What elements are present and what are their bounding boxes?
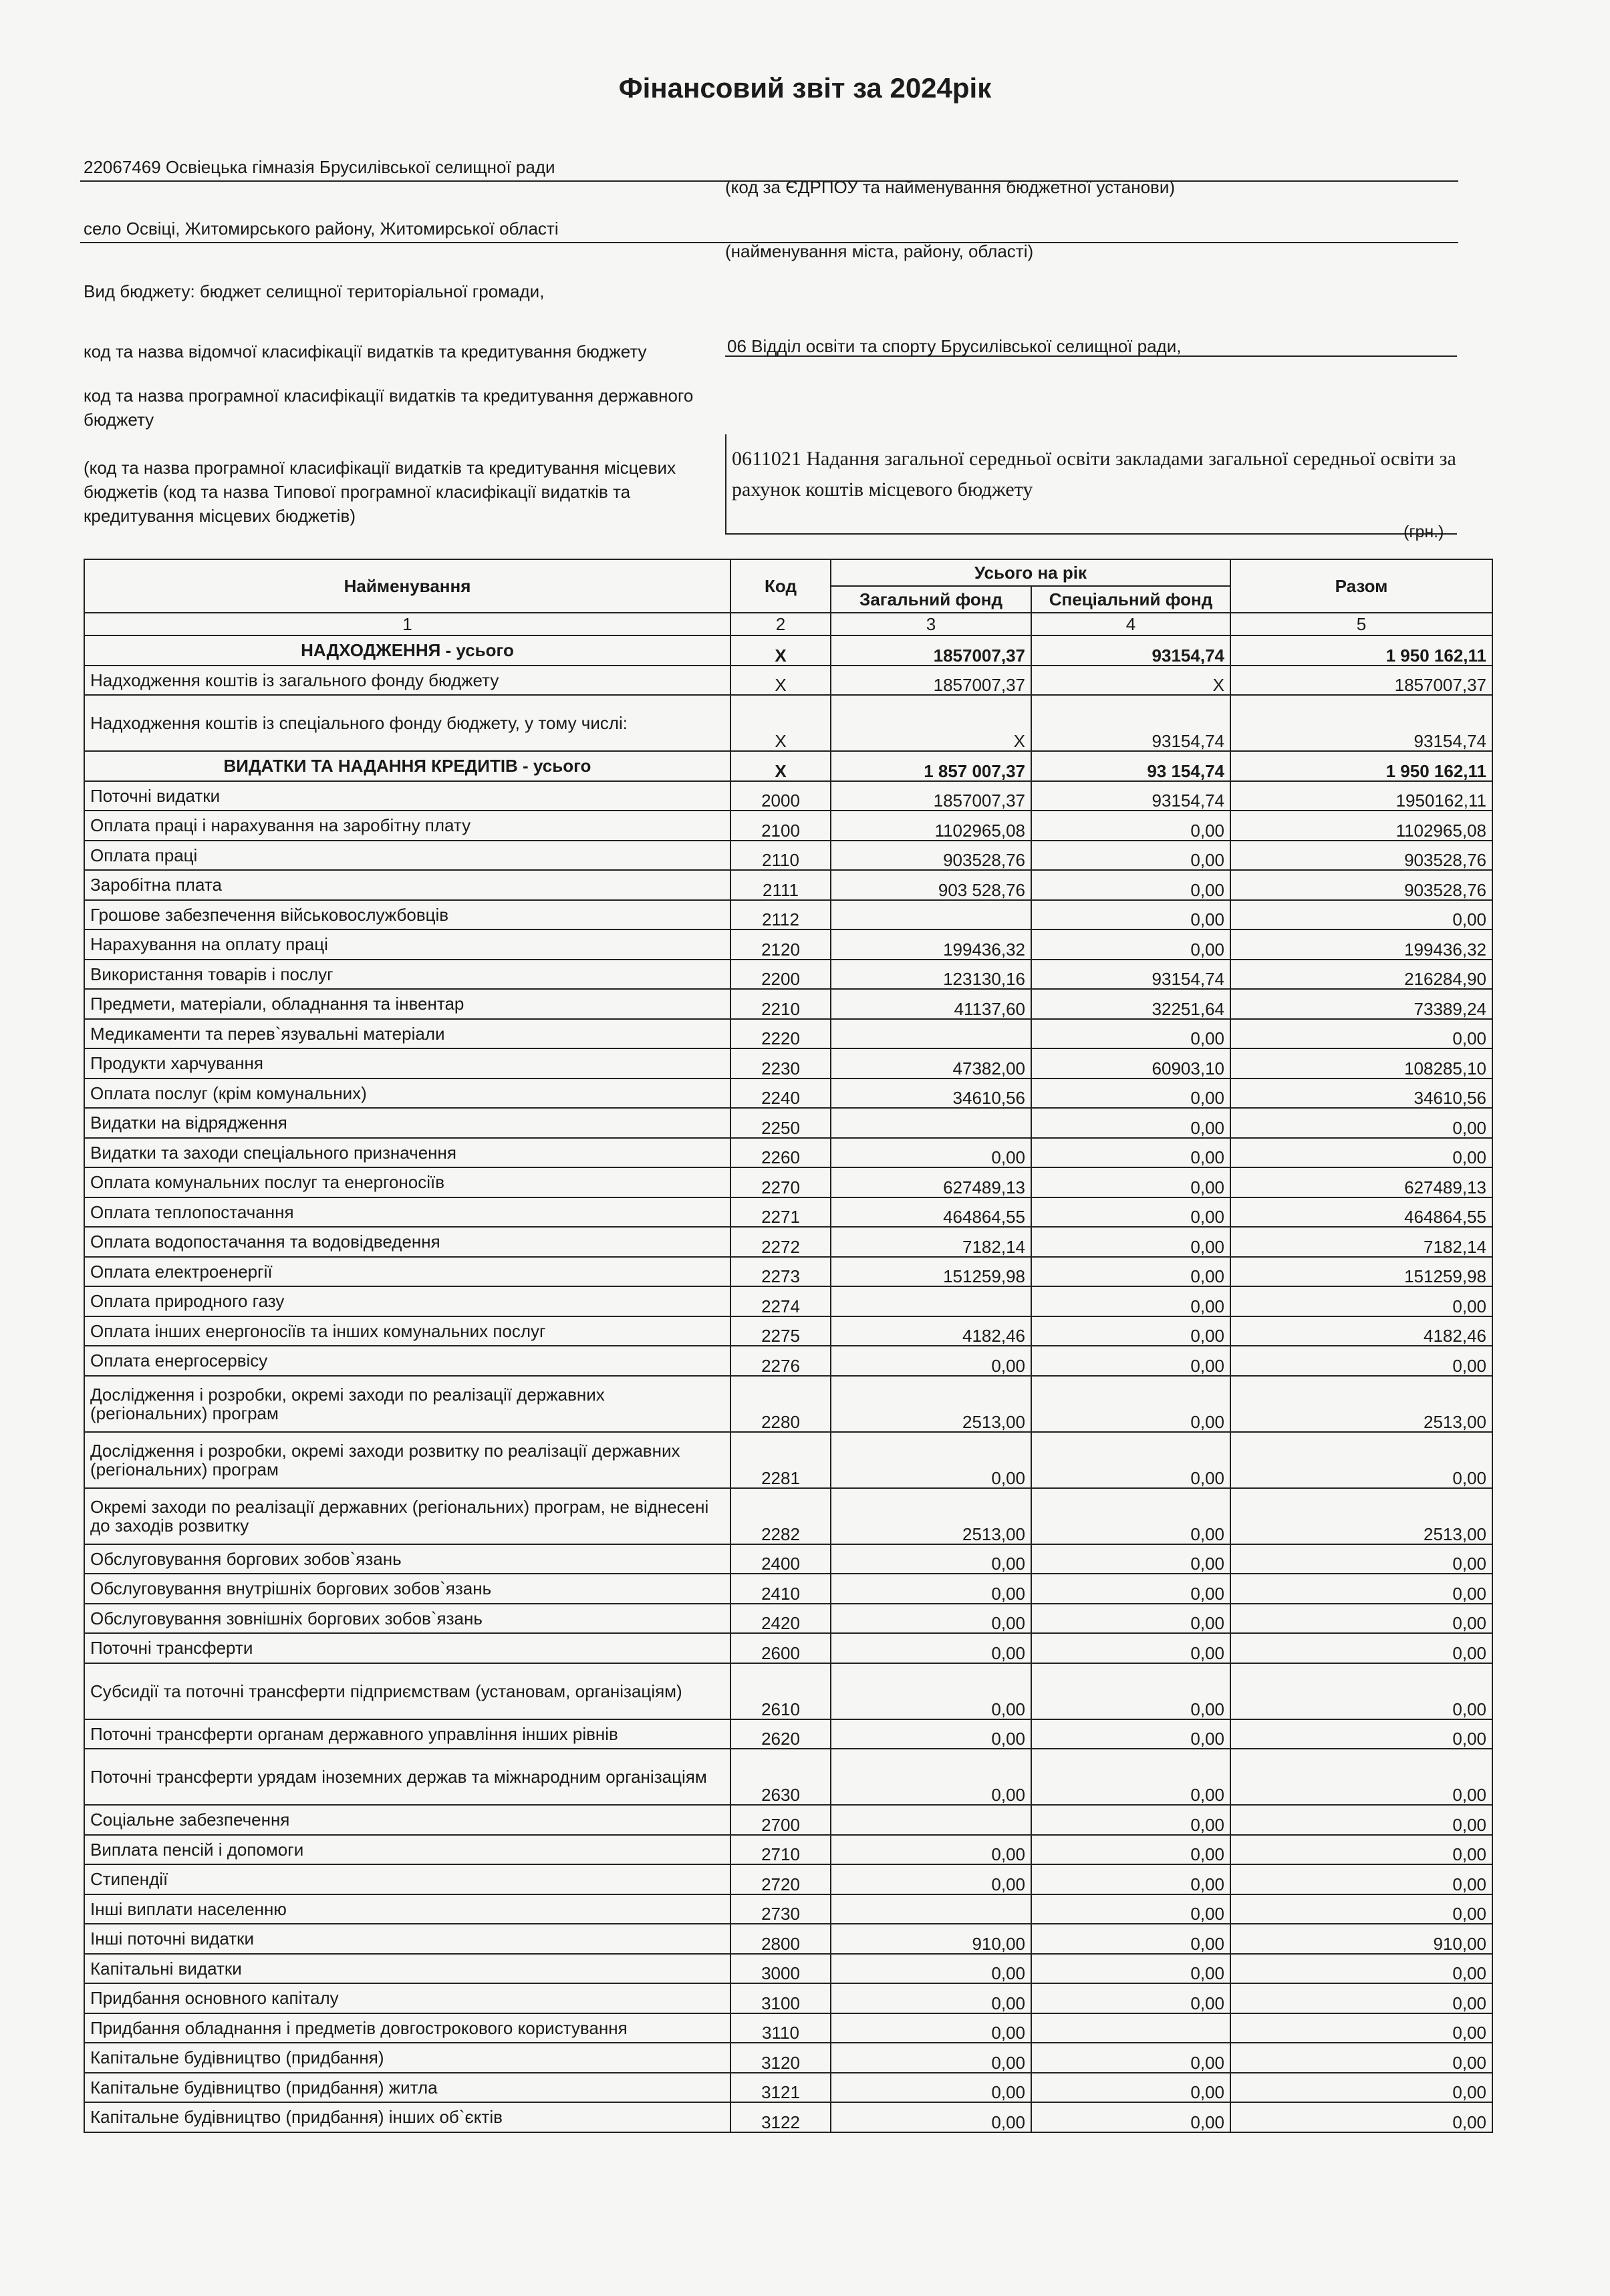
cell-special: 60903,10 [1031,1048,1230,1079]
cell-total: 0,00 [1230,1983,1492,2013]
cell-general: 903 528,76 [831,870,1031,900]
table-row [84,1924,1492,1954]
cell-code: 2730 [730,1894,831,1924]
table-row [84,1604,1492,1634]
cell-name: Поточні трансферти урядам іноземних держав та міжнародним організаціям [84,1749,730,1805]
cell-general: 464864,55 [831,1197,1031,1228]
cell-total: 4182,46 [1230,1316,1492,1346]
cell-total: 199436,32 [1230,929,1492,960]
cell-code: 2710 [730,1835,831,1865]
cell-name: Оплата праці [84,841,730,871]
table-row [84,1286,1492,1316]
table-row [84,2073,1492,2103]
cell-general: 41137,60 [831,989,1031,1019]
cell-special: 0,00 [1031,1663,1230,1719]
cell-total: 93154,74 [1230,695,1492,751]
cell-code: 2272 [730,1227,831,1257]
cell-total: 0,00 [1230,1019,1492,1049]
cell-code: 2400 [730,1544,831,1574]
table-row [84,1227,1492,1257]
col-name-header: Найменування [84,559,730,613]
cell-general: 47382,00 [831,1048,1031,1079]
cell-special: 0,00 [1031,1432,1230,1488]
cell-code: Х [730,635,831,666]
cell-general: 34610,56 [831,1079,1031,1109]
cell-general: 1102965,08 [831,811,1031,841]
col-number-5: 5 [1230,613,1492,635]
table-row [84,870,1492,900]
cell-general: 4182,46 [831,1316,1031,1346]
cell-special: 0,00 [1031,1286,1230,1316]
cell-code: 2210 [730,989,831,1019]
cell-code: 2610 [730,1663,831,1719]
cell-code: Х [730,751,831,781]
cell-general [831,1108,1031,1138]
cell-total: 0,00 [1230,1432,1492,1488]
cell-special: 0,00 [1031,2073,1230,2103]
cell-special: 0,00 [1031,1805,1230,1835]
cell-special: 0,00 [1031,1749,1230,1805]
cell-special: 0,00 [1031,1488,1230,1544]
cell-name: Грошове забезпечення військовослужбовців [84,900,730,930]
col-total-header: Разом [1230,559,1492,613]
cell-name: Поточні трансферти органам державного управління інших рівнів [84,1719,730,1749]
cell-code: 3100 [730,1983,831,2013]
table-row [84,1633,1492,1663]
cell-special: 93154,74 [1031,960,1230,990]
table-row [84,1138,1492,1168]
table-row [84,811,1492,841]
institution-name: 22067469 Освіецька гімназія Брусилівської селищної ради [84,157,555,177]
cell-special: 0,00 [1031,1983,1230,2013]
table-row [84,1432,1492,1488]
cell-name: Оплата теплопостачання [84,1197,730,1228]
cell-general: 0,00 [831,1574,1031,1604]
cell-name: НАДХОДЖЕННЯ - усього [84,635,730,666]
cell-general: 2513,00 [831,1488,1031,1544]
cell-code: 2280 [730,1376,831,1432]
cell-name: Обслуговування боргових зобов`язань [84,1544,730,1574]
cell-name: Оплата послуг (крім комунальних) [84,1079,730,1109]
cell-special: 0,00 [1031,870,1230,900]
cell-name: Дослідження і розробки, окремі заходи по реалізації державних (регіональних) програм [84,1376,730,1432]
table-row [84,1894,1492,1924]
table-row [84,2043,1492,2073]
table-row [84,781,1492,811]
table-row [84,1954,1492,1984]
cell-code: 2274 [730,1286,831,1316]
finance-table [84,559,1493,2133]
location-caption: (найменування міста, району, області) [725,241,1034,261]
cell-special: 32251,64 [1031,989,1230,1019]
cell-special: 0,00 [1031,1544,1230,1574]
table-row [84,841,1492,871]
cell-general: 1857007,37 [831,666,1031,696]
col-number-4: 4 [1031,613,1230,635]
cell-code: 2271 [730,1197,831,1228]
cell-total: 216284,90 [1230,960,1492,990]
table-row [84,1983,1492,2013]
cell-total: 2513,00 [1230,1376,1492,1432]
cell-special: 0,00 [1031,1257,1230,1287]
cell-name: Оплата електроенергії [84,1257,730,1287]
cell-code: 2273 [730,1257,831,1287]
cell-name: Оплата водопостачання та водовідведення [84,1227,730,1257]
table-row [84,1197,1492,1228]
cell-total: 0,00 [1230,1894,1492,1924]
cell-total: 0,00 [1230,1835,1492,1865]
dept-classification-label: код та назва відомчої класифікації видатків та кредитування бюджету [84,341,647,362]
table-row [84,1663,1492,1719]
cell-total: 0,00 [1230,1108,1492,1138]
cell-total: 0,00 [1230,1864,1492,1894]
cell-code: 2282 [730,1488,831,1544]
location-name: село Освіці, Житомирського району, Житомирської області [84,219,559,239]
cell-special: 0,00 [1031,929,1230,960]
table-body [84,635,1492,2132]
cell-name: Придбання основного капіталу [84,1983,730,2013]
table-row [84,1079,1492,1109]
cell-general: Х [831,695,1031,751]
cell-total: 0,00 [1230,1749,1492,1805]
cell-name: Дослідження і розробки, окремі заходи розвитку по реалізації державних (регіональних) програм [84,1432,730,1488]
cell-special: 0,00 [1031,1924,1230,1954]
cell-total: 0,00 [1230,1346,1492,1376]
cell-total: 1 950 162,11 [1230,635,1492,666]
cell-general: 0,00 [831,1432,1031,1488]
cell-special: 0,00 [1031,1197,1230,1228]
cell-name: Оплата комунальних послуг та енергоносіїв [84,1167,730,1197]
table-row [84,989,1492,1019]
cell-name: Видатки на відрядження [84,1108,730,1138]
cell-name: Видатки та заходи спеціального призначення [84,1138,730,1168]
cell-general: 199436,32 [831,929,1031,960]
table-row [84,635,1492,666]
table-row [84,1864,1492,1894]
cell-special: 0,00 [1031,841,1230,871]
cell-code: 3000 [730,1954,831,1984]
cell-code: 2110 [730,841,831,871]
cell-special: 93154,74 [1031,635,1230,666]
cell-name: Оплата енергосервісу [84,1346,730,1376]
cell-general [831,1805,1031,1835]
cell-general: 0,00 [831,1954,1031,1984]
cell-name: Заробітна плата [84,870,730,900]
cell-general: 0,00 [831,1633,1031,1663]
table-row [84,1749,1492,1805]
cell-name: ВИДАТКИ ТА НАДАННЯ КРЕДИТІВ - усього [84,751,730,781]
cell-special: 0,00 [1031,1108,1230,1138]
cell-total: 0,00 [1230,2043,1492,2073]
institution-caption: (код за ЄДРПОУ та найменування бюджетної установи) [725,177,1176,197]
cell-total: 0,00 [1230,1544,1492,1574]
table-row [84,2013,1492,2043]
cell-code: 2800 [730,1924,831,1954]
cell-total: 1102965,08 [1230,811,1492,841]
col-number-1: 1 [84,613,730,635]
cell-name: Капітальне будівництво (придбання) житла [84,2073,730,2103]
program-value: 0611021 Надання загальної середньої освіти закладами загальної середньої освіти за рахунок коштів місцевого бюджету [725,434,1457,535]
table-row [84,1108,1492,1138]
cell-general: 0,00 [831,1663,1031,1719]
cell-code: 2230 [730,1048,831,1079]
cell-special: 0,00 [1031,1719,1230,1749]
cell-name: Стипендії [84,1864,730,1894]
table-row [84,929,1492,960]
cell-code: 2240 [730,1079,831,1109]
cell-name: Інші поточні видатки [84,1924,730,1954]
table-row [84,1574,1492,1604]
cell-code: 3122 [730,2102,831,2132]
cell-special: 93154,74 [1031,695,1230,751]
table-row [84,1544,1492,1574]
col-code-header: Код [730,559,831,613]
cell-code: 3120 [730,2043,831,2073]
table-row [84,1257,1492,1287]
cell-code: 2260 [730,1138,831,1168]
dept-classification-value: 06 Відділ освіти та спорту Брусилівської селищної ради, [727,336,1182,356]
cell-general [831,1019,1031,1049]
cell-total: 0,00 [1230,900,1492,930]
cell-code: 2420 [730,1604,831,1634]
dept-underline [725,355,1457,357]
cell-code: Х [730,666,831,696]
cell-total: 1 950 162,11 [1230,751,1492,781]
cell-special: 0,00 [1031,1864,1230,1894]
cell-code: 2220 [730,1019,831,1049]
cell-name: Нарахування на оплату праці [84,929,730,960]
cell-code: 2112 [730,900,831,930]
cell-general: 0,00 [831,1346,1031,1376]
col-special-header: Спеціальний фонд [1031,586,1230,613]
cell-special: 0,00 [1031,2043,1230,2073]
cell-total: 0,00 [1230,2013,1492,2043]
cell-name: Капітальні видатки [84,1954,730,1984]
col-number-3: 3 [831,613,1031,635]
cell-general: 903528,76 [831,841,1031,871]
cell-special: 0,00 [1031,1316,1230,1346]
cell-special: 0,00 [1031,1835,1230,1865]
cell-special [1031,2013,1230,2043]
table-row [84,900,1492,930]
cell-general [831,1286,1031,1316]
cell-special: 0,00 [1031,1019,1230,1049]
cell-name: Обслуговування зовнішніх боргових зобов`язань [84,1604,730,1634]
table-row [84,666,1492,696]
table-row [84,1805,1492,1835]
table-row [84,1488,1492,1544]
cell-code: 2200 [730,960,831,990]
cell-total: 0,00 [1230,1719,1492,1749]
cell-code: 2700 [730,1805,831,1835]
cell-name: Виплата пенсій і допомоги [84,1835,730,1865]
cell-name: Оплата праці і нарахування на заробітну плату [84,811,730,841]
local-program-classification-label: (код та назва програмної класифікації видатків та кредитування місцевих бюджетів (код та назва Типової програмної класифікації видатків та кредитування місцевих бюджетів) [84,458,676,526]
cell-code: 2276 [730,1346,831,1376]
cell-special: 0,00 [1031,900,1230,930]
cell-special: 0,00 [1031,1894,1230,1924]
col-year-header: Усього на рік [831,559,1230,586]
cell-special: 0,00 [1031,1079,1230,1109]
cell-total: 0,00 [1230,1574,1492,1604]
cell-total: 0,00 [1230,1604,1492,1634]
cell-general [831,900,1031,930]
cell-total: 34610,56 [1230,1079,1492,1109]
table-row [84,1346,1492,1376]
cell-name: Продукти харчування [84,1048,730,1079]
table-row [84,1835,1492,1865]
cell-code: Х [730,695,831,751]
cell-special: 93154,74 [1031,781,1230,811]
cell-code: 2111 [730,870,831,900]
cell-code: 2275 [730,1316,831,1346]
cell-name: Надходження коштів із загального фонду бюджету [84,666,730,696]
cell-code: 2100 [730,811,831,841]
cell-total: 151259,98 [1230,1257,1492,1287]
table-row [84,1316,1492,1346]
cell-general [831,1894,1031,1924]
col-general-header: Загальний фонд [831,586,1031,613]
unit-label: (грн.) [1403,523,1444,541]
cell-total: 903528,76 [1230,841,1492,871]
cell-general: 123130,16 [831,960,1031,990]
cell-code: 2120 [730,929,831,960]
cell-name: Інші виплати населенню [84,1894,730,1924]
cell-code: 2250 [730,1108,831,1138]
cell-code: 2000 [730,781,831,811]
cell-name: Капітальне будівництво (придбання) [84,2043,730,2073]
table-row [84,1376,1492,1432]
cell-general: 1857007,37 [831,781,1031,811]
cell-code: 2270 [730,1167,831,1197]
page-title: Фінансовий звіт за 2024рік [618,72,992,104]
cell-general: 0,00 [831,2073,1031,2103]
cell-special: 93 154,74 [1031,751,1230,781]
table-row [84,960,1492,990]
cell-name: Використання товарів і послуг [84,960,730,990]
cell-name: Оплата інших енергоносіїв та інших комунальних послуг [84,1316,730,1346]
cell-total: 0,00 [1230,1954,1492,1984]
cell-name: Соціальне забезпечення [84,1805,730,1835]
cell-general: 0,00 [831,1749,1031,1805]
cell-total: 464864,55 [1230,1197,1492,1228]
cell-special: 0,00 [1031,1633,1230,1663]
cell-code: 2410 [730,1574,831,1604]
cell-general: 7182,14 [831,1227,1031,1257]
cell-general: 0,00 [831,1835,1031,1865]
cell-general: 0,00 [831,1604,1031,1634]
cell-code: 2720 [730,1864,831,1894]
cell-name: Надходження коштів із спеціального фонду бюджету, у тому числі: [84,695,730,751]
cell-special: 0,00 [1031,1954,1230,1984]
cell-total: 73389,24 [1230,989,1492,1019]
cell-name: Оплата природного газу [84,1286,730,1316]
cell-total: 0,00 [1230,1633,1492,1663]
table-row [84,1048,1492,1079]
cell-code: 2630 [730,1749,831,1805]
cell-total: 0,00 [1230,2073,1492,2103]
cell-code: 3121 [730,2073,831,2103]
cell-total: 627489,13 [1230,1167,1492,1197]
cell-name: Окремі заходи по реалізації державних (регіональних) програм, не віднесені до заходів розвитку [84,1488,730,1544]
cell-special: 0,00 [1031,1376,1230,1432]
cell-general: 910,00 [831,1924,1031,1954]
cell-special: 0,00 [1031,811,1230,841]
cell-special: 0,00 [1031,1167,1230,1197]
cell-name: Обслуговування внутрішніх боргових зобов`язань [84,1574,730,1604]
cell-name: Придбання обладнання і предметів довгострокового користування [84,2013,730,2043]
cell-general: 0,00 [831,1983,1031,2013]
table-row [84,1019,1492,1049]
cell-general: 0,00 [831,1864,1031,1894]
cell-code: 2600 [730,1633,831,1663]
cell-general: 0,00 [831,2013,1031,2043]
cell-name: Поточні трансферти [84,1633,730,1663]
cell-general: 0,00 [831,2043,1031,2073]
cell-total: 7182,14 [1230,1227,1492,1257]
table-row [84,751,1492,781]
cell-general: 627489,13 [831,1167,1031,1197]
cell-special: 0,00 [1031,1138,1230,1168]
table-row [84,1719,1492,1749]
cell-general: 0,00 [831,1138,1031,1168]
cell-general: 0,00 [831,2102,1031,2132]
cell-name: Медикаменти та перев`язувальні матеріали [84,1019,730,1049]
cell-general: 0,00 [831,1544,1031,1574]
cell-total: 903528,76 [1230,870,1492,900]
cell-total: 0,00 [1230,1138,1492,1168]
cell-special: 0,00 [1031,1346,1230,1376]
program-classification-label: код та назва програмної класифікації видатків та кредитування державного бюджету [84,386,694,430]
cell-general: 1 857 007,37 [831,751,1031,781]
cell-total: 0,00 [1230,2102,1492,2132]
cell-special: 0,00 [1031,2102,1230,2132]
cell-total: 2513,00 [1230,1488,1492,1544]
cell-total: 1857007,37 [1230,666,1492,696]
col-number-2: 2 [730,613,831,635]
cell-code: 2281 [730,1432,831,1488]
cell-total: 0,00 [1230,1805,1492,1835]
table-row [84,1167,1492,1197]
cell-total: 1950162,11 [1230,781,1492,811]
cell-code: 2620 [730,1719,831,1749]
cell-code: 3110 [730,2013,831,2043]
cell-total: 910,00 [1230,1924,1492,1954]
cell-name: Поточні видатки [84,781,730,811]
cell-general: 1857007,37 [831,635,1031,666]
cell-general: 0,00 [831,1719,1031,1749]
cell-name: Предмети, матеріали, обладнання та інвентар [84,989,730,1019]
cell-special: Х [1031,666,1230,696]
table-row [84,695,1492,751]
budget-type: Вид бюджету: бюджет селищної територіальної громади, [84,281,545,301]
cell-general: 151259,98 [831,1257,1031,1287]
cell-special: 0,00 [1031,1604,1230,1634]
cell-general: 2513,00 [831,1376,1031,1432]
cell-special: 0,00 [1031,1227,1230,1257]
cell-total: 108285,10 [1230,1048,1492,1079]
cell-total: 0,00 [1230,1286,1492,1316]
cell-name: Субсидії та поточні трансферти підприємствам (установам, організаціям) [84,1663,730,1719]
cell-name: Капітальне будівництво (придбання) інших об`єктів [84,2102,730,2132]
cell-total: 0,00 [1230,1663,1492,1719]
cell-special: 0,00 [1031,1574,1230,1604]
table-row [84,2102,1492,2132]
